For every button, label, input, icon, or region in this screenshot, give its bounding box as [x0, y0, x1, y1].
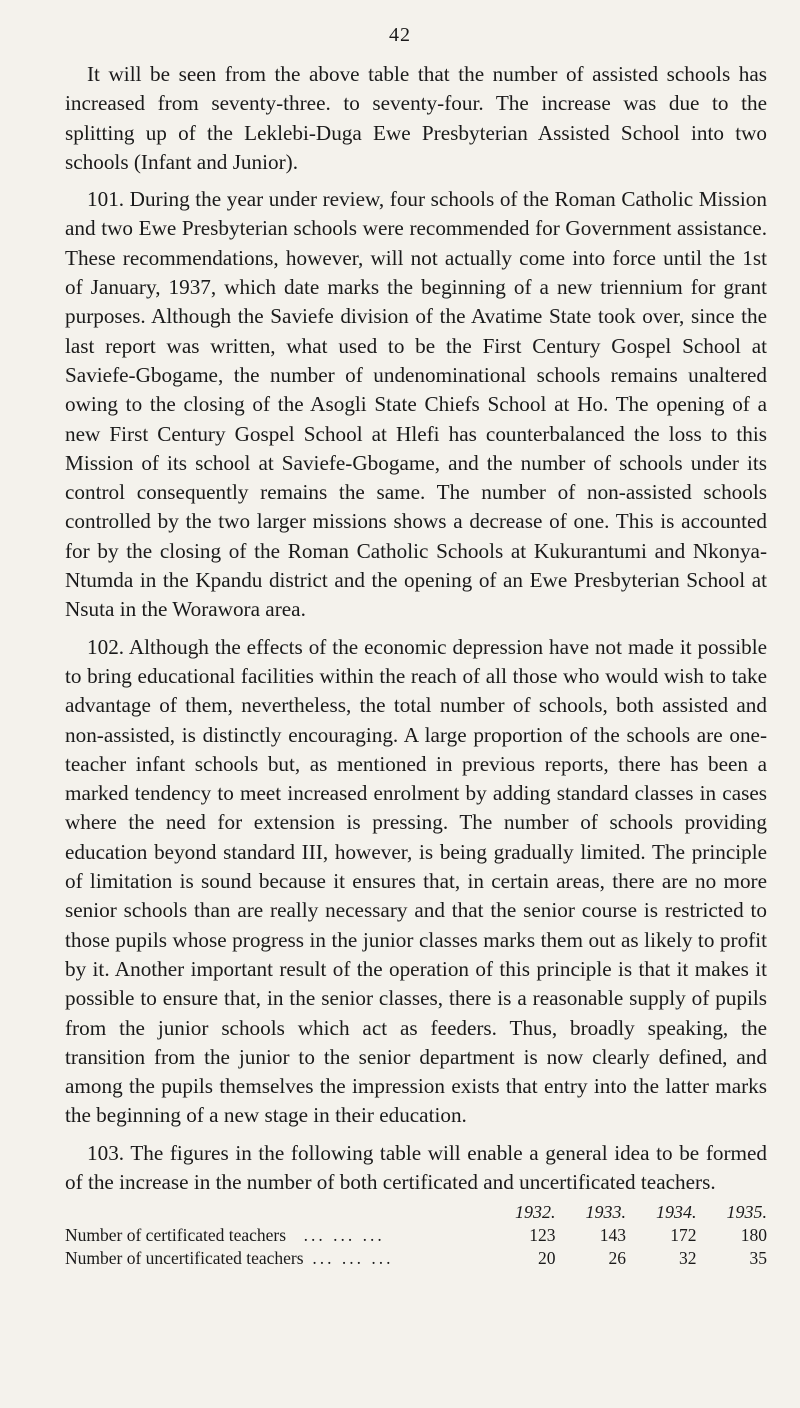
table-cell: 32 [679, 1248, 697, 1269]
table-cell: 26 [608, 1248, 626, 1269]
paragraph: It will be seen from the above table that the number of assisted schools has increased from seventy-three. to seventy-four. The increase was due to the splitting up of the Leklebi-Duga Ewe Presbyterian Assisted School into two schools (Infant and Junior). [65, 62, 767, 174]
table-cell: 35 [749, 1248, 767, 1269]
year-header: 1933. [585, 1202, 626, 1223]
year-header: 1934. [656, 1202, 697, 1223]
table-row [65, 1247, 767, 1270]
table-header-blank [65, 1201, 485, 1224]
table-cell: 180 [740, 1225, 767, 1246]
row-label-text: Number of certificated teachers [65, 1225, 287, 1246]
paragraph-102: 102. Although the effects of the economic depression have not made it possible to bring educational facilities within the reach of all those who would wish to take advantage of them, nevertheless, the total number of schools, both assisted and non-assisted, is distinctly encouraging. A large proportion of the schools are one-teacher infant schools but, as mentioned in previous reports, there has been a marked tendency to meet increased enrolment by adding standard classes in cases where the need for extension is pressing. The number of schools providing education beyond standard III, however, is being gradually limited. The principle of limitation is sound because it ensures that, in certain areas, there are no more senior schools than are really necessary and that the senior course is restricted to those pupils whose progress in the junior classes marks them out as likely to profit by it. Another important result of the operation of this principle is that it makes it possible to ensure that, in the senior classes, there is a reasonable supply of pupils from the junior schools which act as feeders. Thus, broadly speaking, the transition from the junior to the senior department is now clearly defined, and among the pupils themselves the impression exists that entry into the latter marks the beginning of a new stage in their education. [65, 634, 767, 1128]
row-label [65, 1247, 485, 1270]
dot-leader: ... ... ... [312, 1248, 394, 1269]
table-header-row [65, 1201, 767, 1224]
paragraph-103: 103. The figures in the following table will enable a general idea to be formed of the increase in the number of both certificated and uncertificated teachers. [65, 1140, 767, 1194]
document-body [65, 60, 767, 1270]
table-cell: 143 [599, 1225, 626, 1246]
table-cell: 123 [529, 1225, 556, 1246]
table-row [65, 1224, 767, 1247]
dot-leader: ... ... ... [303, 1225, 385, 1246]
page-number: 42 [389, 24, 411, 46]
paragraph-101: 101. During the year under review, four schools of the Roman Catholic Mission and two Ewe Presbyterian schools were recommended for Government assistance. These recommendations, however, will not actually come into force until the 1st of January, 1937, which date marks the beginning of a new triennium for grant purposes. Although the Saviefe division of the Avatime State took over, since the last report was written, what used to be the First Century Gospel School at Saviefe-Gbogame, the number of undenominational schools remains unaltered owing to the closing of the Asogli State Chiefs School at Ho. The opening of a new First Century Gospel School at Hlefi has counterbalanced the loss to this Mission of its school at Saviefe-Gbogame, and the number of schools under its control consequently remains the same. The number of non-assisted schools controlled by the two larger missions shows a decrease of one. This is accounted for by the closing of the Roman Catholic Schools at Kukurantumi and Nkonya-Ntumda in the Kpandu district and the opening of an Ewe Presbyterian School at Nsuta in the Worawora area. [65, 187, 767, 622]
row-label-text: Number of uncertificated teachers [65, 1248, 304, 1269]
year-header: 1935. [726, 1202, 767, 1223]
table-cell: 172 [670, 1225, 697, 1246]
table-cell: 20 [538, 1248, 556, 1269]
teachers-table [65, 1201, 767, 1270]
row-label [65, 1224, 485, 1247]
year-header: 1932. [515, 1202, 556, 1223]
